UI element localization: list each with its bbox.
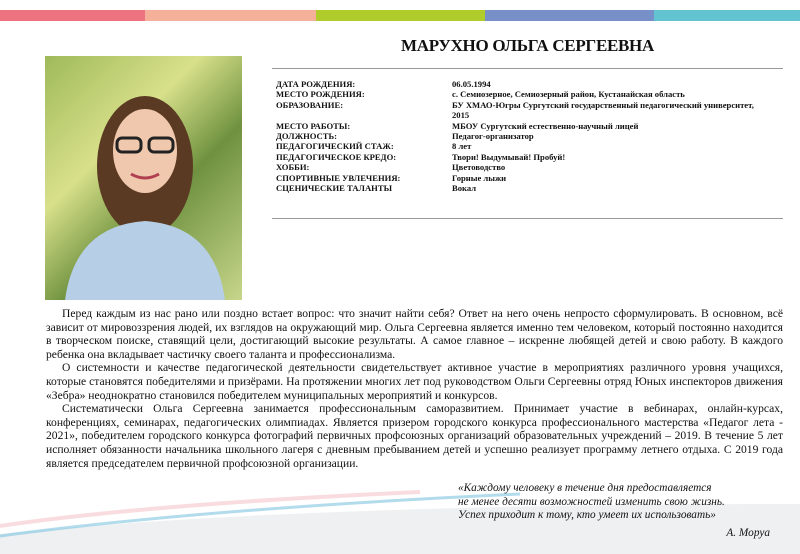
info-label: ПЕДАГОГИЧЕСКИЙ СТАЖ: [276,141,394,152]
info-value: Цветоводство [452,162,506,173]
bar-segment [145,10,316,21]
color-bar [0,10,800,21]
info-value: БУ ХМАО-Югры Сургутский государственный педагогический университет, 2015 [452,99,754,121]
info-label: МЕСТО РОЖДЕНИЯ: [276,89,365,100]
info-value: МБОУ Сургутский естественно-научный лицей [452,120,639,131]
info-label: СЦЕНИЧЕСКИЕ ТАЛАНТЫ [276,183,393,194]
paragraph: Систематически Ольга Сергеевна занимается профессиональным саморазвитием. Принимает участие в вебинарах, онлайн-курсах, конференциях, семинарах, педагогических олимпиадах. Является призером городского конкурса профессионального мастерства «Педагог лета - 2021», победителем городского конкурса фотографий первичных профсоюзных организаций образовательных учреждений – 2019. В течение 5 лет исполняет обязанности начальника школьного лагеря с дневным пребыванием детей и успешно реализует программу летнего отдыха. С 2019 года является председателем первичной профсоюзной организации. [46,402,783,470]
info-value: Вокал [452,183,477,194]
divider [272,218,783,219]
info-label: ПЕДАГОГИЧЕСКОЕ КРЕДО: [276,151,397,162]
info-value: Педагог-организатор [452,131,534,142]
info-label: ДАТА РОЖДЕНИЯ: [276,79,356,89]
info-table [276,79,772,193]
info-row [276,100,772,121]
info-value: 8 лет [452,141,472,152]
info-row [276,79,772,89]
info-row [276,121,772,131]
portrait-photo [45,56,242,300]
person-name: МАРУХНО ОЛЬГА СЕРГЕЕВНА [401,36,654,55]
info-row [276,173,772,183]
info-label: ОБРАЗОВАНИЕ: [276,99,344,110]
info-value: с. Семиозерное, Семиозерный район, Кустанайская область [452,89,685,100]
info-value: 06.05.1994 [452,79,491,89]
info-row [276,162,772,172]
quote-line: Успех приходит к тому, кто умеет их использовать» [458,509,716,522]
quote-author: А. Моруа [726,527,770,539]
info-label: МЕСТО РАБОТЫ: [276,120,351,131]
biography [46,307,783,470]
paragraph: Перед каждым из нас рано или поздно встает вопрос: что значит найти себя? Ответ на него очень непросто сформулировать. В основном, всё зависит от мировоззрения людей, их взглядов на окружающий мир. Ольга Сергеевна является именно тем человеком, который постоянно находится в творческом поиске, ставящий цели, достигающий высокие результаты. А самое главное – искренне любящей детей и свою работу. В каждого ребенка она вкладывает частичку своего таланта и профессионализма. [46,307,783,361]
quote-line: «Каждому человеку в течение дня предоставляется [458,482,712,494]
bar-segment [654,10,800,21]
info-label: ДОЛЖНОСТЬ: [276,131,338,142]
paragraph: О системности и качестве педагогической деятельности свидетельствует активное участие в мероприятиях различного уровня учащихся, которые становятся победителями и призёрами. На протяжении многих лет под руководством Ольги Сергеевны отряд Юных инспекторов движения «Зебра» неоднократно становился победителем муниципальных мероприятий и конкурсов. [46,361,783,402]
info-value: Твори! Выдумывай! Пробуй! [452,151,566,162]
info-row [276,141,772,151]
info-row [276,131,772,141]
quote-line: не менее десяти возможностей изменить свою жизнь. [458,495,725,508]
bar-segment [485,10,654,21]
info-value: Горные лыжи [452,172,507,183]
bar-segment [316,10,485,21]
info-row [276,152,772,162]
divider [272,68,783,69]
quote [458,482,725,523]
info-row [276,89,772,99]
info-row [276,183,772,193]
info-label: ХОББИ: [276,162,310,173]
info-label: СПОРТИВНЫЕ УВЛЕЧЕНИЯ: [276,172,401,183]
bar-segment [0,10,145,21]
